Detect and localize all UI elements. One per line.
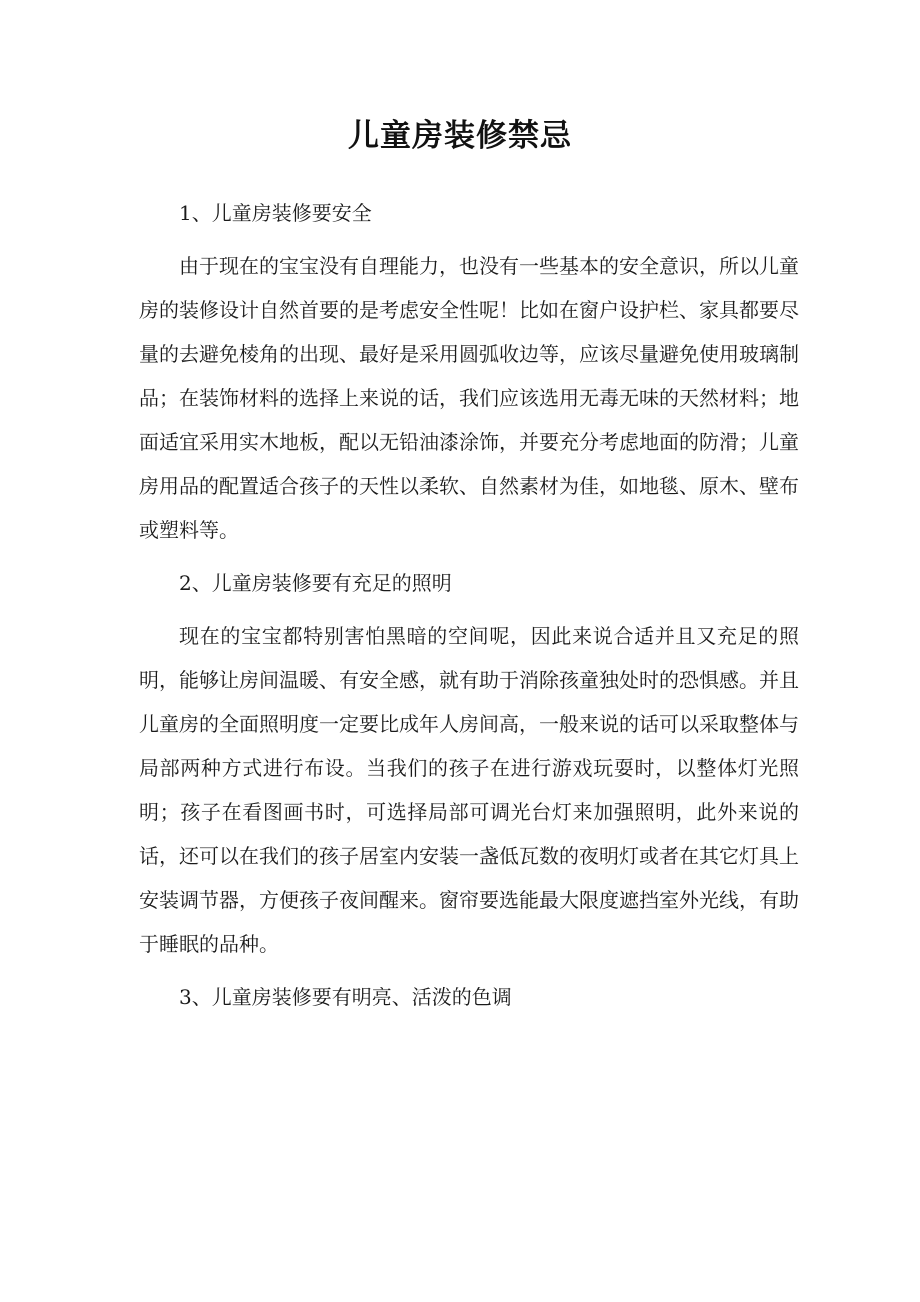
section-heading-2: 2、儿童房装修要有充足的照明 (179, 571, 452, 595)
section-heading-1: 1、儿童房装修要安全 (179, 201, 372, 225)
article-body (139, 191, 799, 1028)
section-paragraph-1: 由于现在的宝宝没有自理能力，也没有一些基本的安全意识，所以儿童房的装修设计自然首要的是考虑安全性呢！比如在窗户设护栏、家具都要尽量的去避免棱角的出现、最好是采用圆弧收边等，应该尽量避免使用玻璃制品；在装饰材料的选择上来说的话，我们应该选用无毒无味的天然材料；地面适宜采用实木地板，配以无铅油漆涂饰，并要充分考虑地面的防滑；儿童房用品的配置适合孩子的天性以柔软、自然素材为佳，如地毯、原木、壁布或塑料等。 (139, 254, 799, 542)
section-heading-3: 3、儿童房装修要有明亮、活泼的色调 (179, 985, 512, 1009)
page-title: 儿童房装修禁忌 (348, 118, 572, 154)
section-paragraph-2: 现在的宝宝都特别害怕黑暗的空间呢，因此来说合适并且又充足的照明，能够让房间温暖、有安全感，就有助于消除孩童独处时的恐惧感。并且儿童房的全面照明度一定要比成年人房间高，一般来说的话可以采取整体与局部两种方式进行布设。当我们的孩子在进行游戏玩耍时，以整体灯光照明；孩子在看图画书时，可选择局部可调光台灯来加强照明，此外来说的话，还可以在我们的孩子居室内安装一盏低瓦数的夜明灯或者在其它灯具上安装调节器，方便孩子夜间醒来。窗帘要选能最大限度遮挡室外光线，有助于睡眠的品种。 (139, 624, 799, 956)
